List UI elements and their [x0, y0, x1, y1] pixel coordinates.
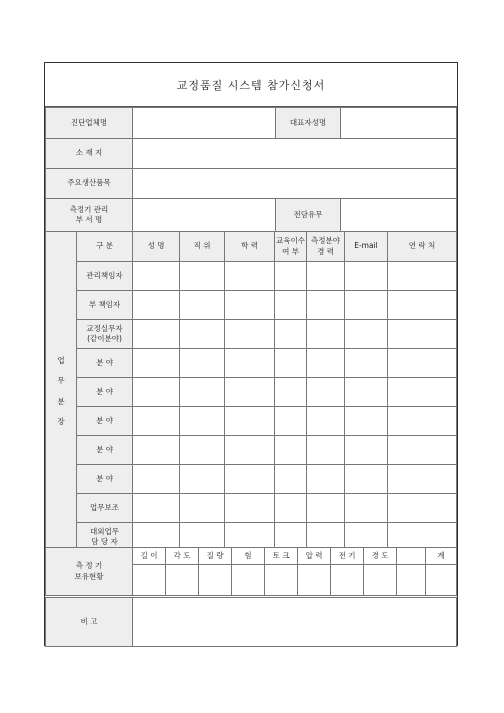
cell[interactable] [307, 494, 345, 523]
managing-dept-label-line2: 부 서 명 [75, 215, 103, 224]
remarks-table [45, 597, 457, 647]
cell[interactable] [388, 465, 457, 494]
cell[interactable] [388, 349, 457, 378]
main-products-label: 주요생산품목 [46, 169, 133, 199]
cell[interactable] [307, 291, 345, 320]
representative-name-label: 대표자성명 [276, 108, 341, 139]
cell[interactable] [275, 465, 307, 494]
cell[interactable] [307, 465, 345, 494]
cell[interactable] [345, 465, 388, 494]
address-label: 소 재 지 [46, 139, 133, 169]
row-label-field-3: 분 야 [77, 407, 133, 436]
column-training-line2: 여 부 [282, 246, 299, 256]
cell[interactable] [225, 494, 275, 523]
column-name: 성 명 [133, 232, 180, 262]
row-label-field-1: 분 야 [77, 349, 133, 378]
managing-dept-label [46, 199, 133, 232]
cell[interactable] [225, 436, 275, 465]
cell[interactable] [397, 565, 426, 596]
cell[interactable] [307, 349, 345, 378]
equipment-label [46, 548, 133, 596]
duty-division-label [46, 232, 77, 552]
duty-assignment-table [45, 231, 457, 552]
cell[interactable] [180, 465, 225, 494]
cell[interactable] [307, 436, 345, 465]
table-row [46, 262, 457, 291]
cell[interactable] [345, 320, 388, 349]
company-name-label: 진단업체명 [46, 108, 133, 139]
cell[interactable] [225, 407, 275, 436]
cell[interactable] [265, 565, 298, 596]
cell[interactable] [180, 349, 225, 378]
column-field-career [307, 232, 345, 262]
cell[interactable] [133, 349, 180, 378]
duty-label-char-4: 장 [57, 416, 65, 426]
table-row [46, 407, 457, 436]
row-label-deputy: 부 책임자 [77, 291, 133, 320]
row-label-practitioner-line2: (같이분야) [87, 334, 122, 343]
equipment-label-line1: 측 정 기 [75, 561, 103, 571]
cell[interactable] [388, 262, 457, 291]
applicant-info-table [45, 107, 457, 232]
cell[interactable] [388, 407, 457, 436]
equip-col-blank [397, 548, 426, 565]
cell[interactable] [133, 291, 180, 320]
cell[interactable] [331, 565, 364, 596]
duty-label-char-1: 업 [57, 356, 65, 366]
cell[interactable] [388, 494, 457, 523]
cell[interactable] [232, 565, 265, 596]
dedicated-staff-field[interactable] [341, 199, 457, 232]
managing-dept-label-line1: 측정기 관리 [69, 204, 109, 214]
table-row [46, 436, 457, 465]
column-training [275, 232, 307, 262]
cell[interactable] [133, 378, 180, 407]
table-row [46, 378, 457, 407]
column-field-career-line2: 경 력 [317, 246, 334, 256]
cell[interactable] [345, 262, 388, 291]
cell[interactable] [225, 349, 275, 378]
table-row [46, 320, 457, 349]
column-email: E-mail [345, 232, 388, 262]
cell[interactable] [133, 465, 180, 494]
cell[interactable] [345, 436, 388, 465]
cell[interactable] [275, 436, 307, 465]
table-row [46, 291, 457, 320]
cell[interactable] [133, 436, 180, 465]
cell[interactable] [345, 378, 388, 407]
cell[interactable] [307, 407, 345, 436]
cell[interactable] [307, 320, 345, 349]
row-label-external-line2: 담 당 자 [91, 537, 118, 546]
application-form [44, 62, 458, 646]
equipment-holdings-table [45, 547, 457, 596]
row-label-manager: 관리책임자 [77, 262, 133, 291]
cell[interactable] [199, 565, 232, 596]
column-field-career-line1: 측정분야 [311, 236, 340, 246]
row-label-field-2: 분 야 [77, 378, 133, 407]
company-name-field[interactable] [133, 108, 276, 139]
cell[interactable] [225, 262, 275, 291]
cell[interactable] [364, 565, 397, 596]
representative-name-field[interactable] [341, 108, 457, 139]
equip-col-torque: 토 크 [265, 548, 298, 565]
cell[interactable] [388, 291, 457, 320]
equip-col-total: 계 [426, 548, 457, 565]
row-label-practitioner-line1: 교정실무자 [86, 323, 123, 333]
cell[interactable] [307, 378, 345, 407]
cell[interactable] [298, 565, 331, 596]
cell[interactable] [133, 320, 180, 349]
cell[interactable] [180, 320, 225, 349]
cell[interactable] [388, 436, 457, 465]
column-training-line1: 교육이수 [276, 236, 305, 246]
cell[interactable] [275, 320, 307, 349]
row-label-practitioner [77, 320, 133, 349]
column-position: 직 위 [180, 232, 225, 262]
column-contact: 연 락 처 [388, 232, 457, 262]
cell[interactable] [166, 565, 199, 596]
cell[interactable] [180, 436, 225, 465]
cell[interactable] [388, 378, 457, 407]
equip-col-electric: 전 기 [331, 548, 364, 565]
column-education: 학 력 [225, 232, 275, 262]
cell[interactable] [180, 262, 225, 291]
cell[interactable] [225, 378, 275, 407]
form-title: 교정품질 시스템 참가신청서 [45, 63, 457, 107]
cell[interactable] [345, 349, 388, 378]
table-row [46, 465, 457, 494]
cell[interactable] [275, 378, 307, 407]
main-products-field[interactable] [133, 169, 457, 199]
cell[interactable] [345, 407, 388, 436]
cell[interactable] [180, 407, 225, 436]
column-category: 구 분 [77, 232, 133, 262]
row-label-field-4: 분 야 [77, 436, 133, 465]
cell[interactable] [133, 565, 166, 596]
equip-col-mass: 질 량 [199, 548, 232, 565]
dedicated-staff-label: 전담유무 [276, 199, 341, 232]
row-label-assistant: 업무보조 [77, 494, 133, 523]
equipment-label-line2: 보유현황 [74, 571, 104, 581]
duty-label-char-3: 분 [57, 396, 65, 406]
cell[interactable] [225, 291, 275, 320]
cell[interactable] [307, 262, 345, 291]
cell[interactable] [388, 320, 457, 349]
cell[interactable] [225, 465, 275, 494]
equip-col-force: 힘 [232, 548, 265, 565]
remarks-label: 비 고 [46, 598, 133, 647]
equip-col-pressure: 압 력 [298, 548, 331, 565]
table-row [46, 494, 457, 523]
cell[interactable] [180, 378, 225, 407]
cell[interactable] [275, 349, 307, 378]
equip-col-length: 길 이 [133, 548, 166, 565]
cell[interactable] [180, 494, 225, 523]
cell[interactable] [225, 320, 275, 349]
duty-label-char-2: 무 [57, 376, 65, 386]
managing-dept-field[interactable] [133, 199, 276, 232]
equip-col-hardness: 경 도 [364, 548, 397, 565]
remarks-field[interactable] [133, 598, 457, 647]
cell[interactable] [275, 262, 307, 291]
row-label-external-line1: 대외업무 [90, 526, 119, 536]
cell[interactable] [133, 262, 180, 291]
cell[interactable] [180, 291, 225, 320]
cell[interactable] [133, 407, 180, 436]
cell[interactable] [345, 494, 388, 523]
table-row [46, 349, 457, 378]
row-label-field-5: 분 야 [77, 465, 133, 494]
cell[interactable] [275, 494, 307, 523]
cell[interactable] [275, 291, 307, 320]
cell[interactable] [426, 565, 457, 596]
cell[interactable] [275, 407, 307, 436]
cell[interactable] [345, 291, 388, 320]
equip-col-angle: 각 도 [166, 548, 199, 565]
address-field[interactable] [133, 139, 457, 169]
cell[interactable] [133, 494, 180, 523]
